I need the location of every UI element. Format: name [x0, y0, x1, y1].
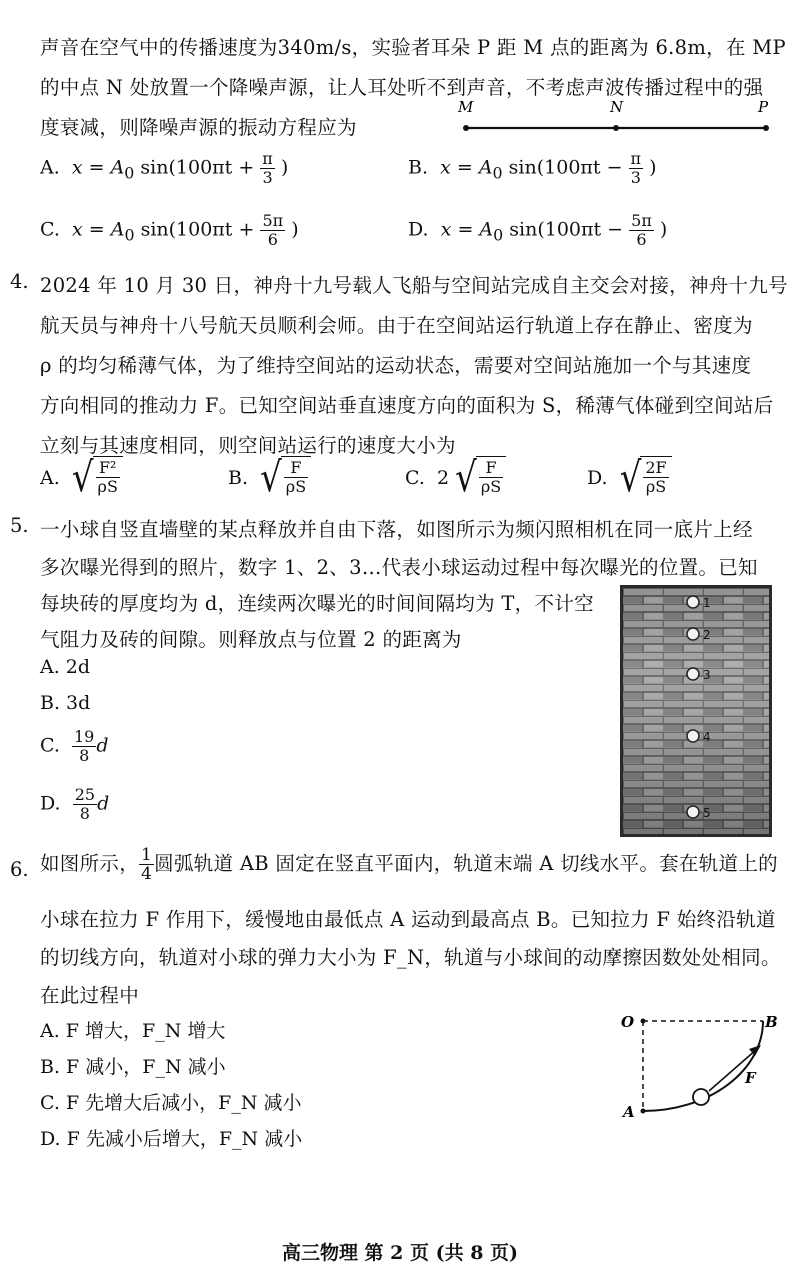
label-o: O — [621, 1013, 635, 1031]
ball-4 — [687, 730, 699, 742]
ball-label-4: 4 — [703, 730, 711, 744]
q5-option-c[interactable]: C. $\frac{19}{8}$ d — [40, 727, 109, 765]
page-footer: 高三物理 第 2 页 (共 8 页) — [281, 1242, 519, 1264]
q4-line-2: 航天员与神舟十八号航天员顺利会师。由于在空间站运行轨道上存在静止、密度为 — [40, 314, 753, 337]
ball-label-3: 3 — [703, 668, 711, 682]
q4-option-a[interactable]: A. √ $\frac{\text{F²}}{\rho S}$ — [40, 456, 123, 500]
q5-number: 5. — [10, 514, 29, 537]
small-ball — [693, 1089, 709, 1105]
ball-5 — [687, 806, 699, 818]
ball-label-1: 1 — [703, 596, 711, 610]
q3-line-1: 声音在空气中的传播速度为340m/s，实验者耳朵 P 距 M 点的距离为 6.8m，在 MP — [40, 36, 786, 59]
q6-number: 6. — [10, 858, 29, 881]
q4-line-3: ρ 的均匀稀薄气体，为了维持空间站的运动状态，需要对空间站施加一个与其速度 — [40, 354, 752, 377]
q6-option-d[interactable]: D. F 先减小后增大，F_N 减小 — [40, 1128, 303, 1150]
brick-wall-photo — [620, 585, 772, 837]
arc-track-diagram — [615, 1005, 785, 1140]
q3-option-a[interactable]: A. $x = A_0$ sin(100πt + $\frac{\pi}{3}$ ) — [40, 149, 289, 187]
q5-line-1: 一小球自竖直墙壁的某点释放并自由下落，如图所示为频闪照相机在同一底片上经 — [40, 518, 753, 541]
q6-option-b[interactable]: B. F 减小，F_N 减小 — [40, 1056, 226, 1078]
q3-option-d[interactable]: D. $x = A_0$ sin(100πt − $\frac{5\pi}{6}$ ) — [408, 211, 668, 249]
q3-option-b[interactable]: B. $x = A_0$ sin(100πt − $\frac{\pi}{3}$ ) — [408, 149, 657, 187]
q4-line-1: 2024 年 10 月 30 日，神舟十九号载人飞船与空间站完成自主交会对接，神舟十九号 — [40, 274, 788, 297]
label-b: B — [765, 1013, 778, 1031]
q5-option-a[interactable]: A. 2d — [40, 656, 91, 678]
label-n: N — [610, 98, 624, 116]
q4-option-c[interactable]: C. 2 √ $\frac{F}{\rho S}$ — [405, 456, 506, 500]
ball-1 — [687, 596, 699, 608]
q5-line-3: 每块砖的厚度均为 d，连续两次曝光的时间间隔均为 T，不计空 — [40, 592, 594, 615]
q5-line-4: 气阻力及砖的间隙。则释放点与位置 2 的距离为 — [40, 628, 462, 651]
ball-label-2: 2 — [703, 628, 711, 642]
q4-option-b[interactable]: B. √ $\frac{F}{\rho S}$ — [228, 456, 311, 500]
q6-option-a[interactable]: A. F 增大，F_N 增大 — [40, 1020, 226, 1042]
q6-line-1: 如图所示， $\frac{1}{4}$ 圆弧轨道 AB 固定在竖直平面内，轨道末端 A 切线水平。套在轨道上的 — [40, 845, 778, 884]
ball-2 — [687, 628, 699, 640]
label-m: M — [458, 98, 474, 116]
q5-line-2: 多次曝光得到的照片，数字 1、2、3…代表小球运动过程中每次曝光的位置。已知 — [40, 556, 758, 579]
ball-3 — [687, 668, 699, 680]
label-a: A — [623, 1103, 635, 1121]
label-f: F — [745, 1069, 756, 1087]
q6-line-4: 在此过程中 — [40, 984, 140, 1007]
q5-option-d[interactable]: D. $\frac{25}{8}$ d — [40, 785, 110, 823]
ball-label-5: 5 — [703, 806, 711, 820]
q3-mnp-diagram — [450, 92, 780, 142]
q5-option-b[interactable]: B. 3d — [40, 692, 91, 714]
q3-line-3: 度衰减，则降噪声源的振动方程应为 — [40, 116, 357, 139]
q6-option-c[interactable]: C. F 先增大后减小，F_N 减小 — [40, 1092, 302, 1114]
label-p: P — [758, 98, 769, 116]
q3-line-2: 的中点 N 处放置一个降噪声源，让人耳处听不到声音，不考虑声波传播过程中的强 — [40, 76, 764, 99]
q4-number: 4. — [10, 270, 29, 293]
q4-line-5: 立刻与其速度相同，则空间站运行的速度大小为 — [40, 434, 456, 457]
q4-line-4: 方向相同的推动力 F。已知空间站垂直速度方向的面积为 S，稀薄气体碰到空间站后 — [40, 394, 774, 417]
q6-line-3: 的切线方向，轨道对小球的弹力大小为 F_N，轨道与小球间的动摩擦因数处处相同。 — [40, 946, 781, 969]
q4-option-d[interactable]: D. √ $\frac{2F}{\rho S}$ — [587, 456, 672, 500]
q3-option-c[interactable]: C. $x = A_0$ sin(100πt + $\frac{5\pi}{6}$ ) — [40, 211, 299, 249]
q6-line-2: 小球在拉力 F 作用下，缓慢地由最低点 A 运动到最高点 B。已知拉力 F 始终沿轨道 — [40, 908, 776, 931]
